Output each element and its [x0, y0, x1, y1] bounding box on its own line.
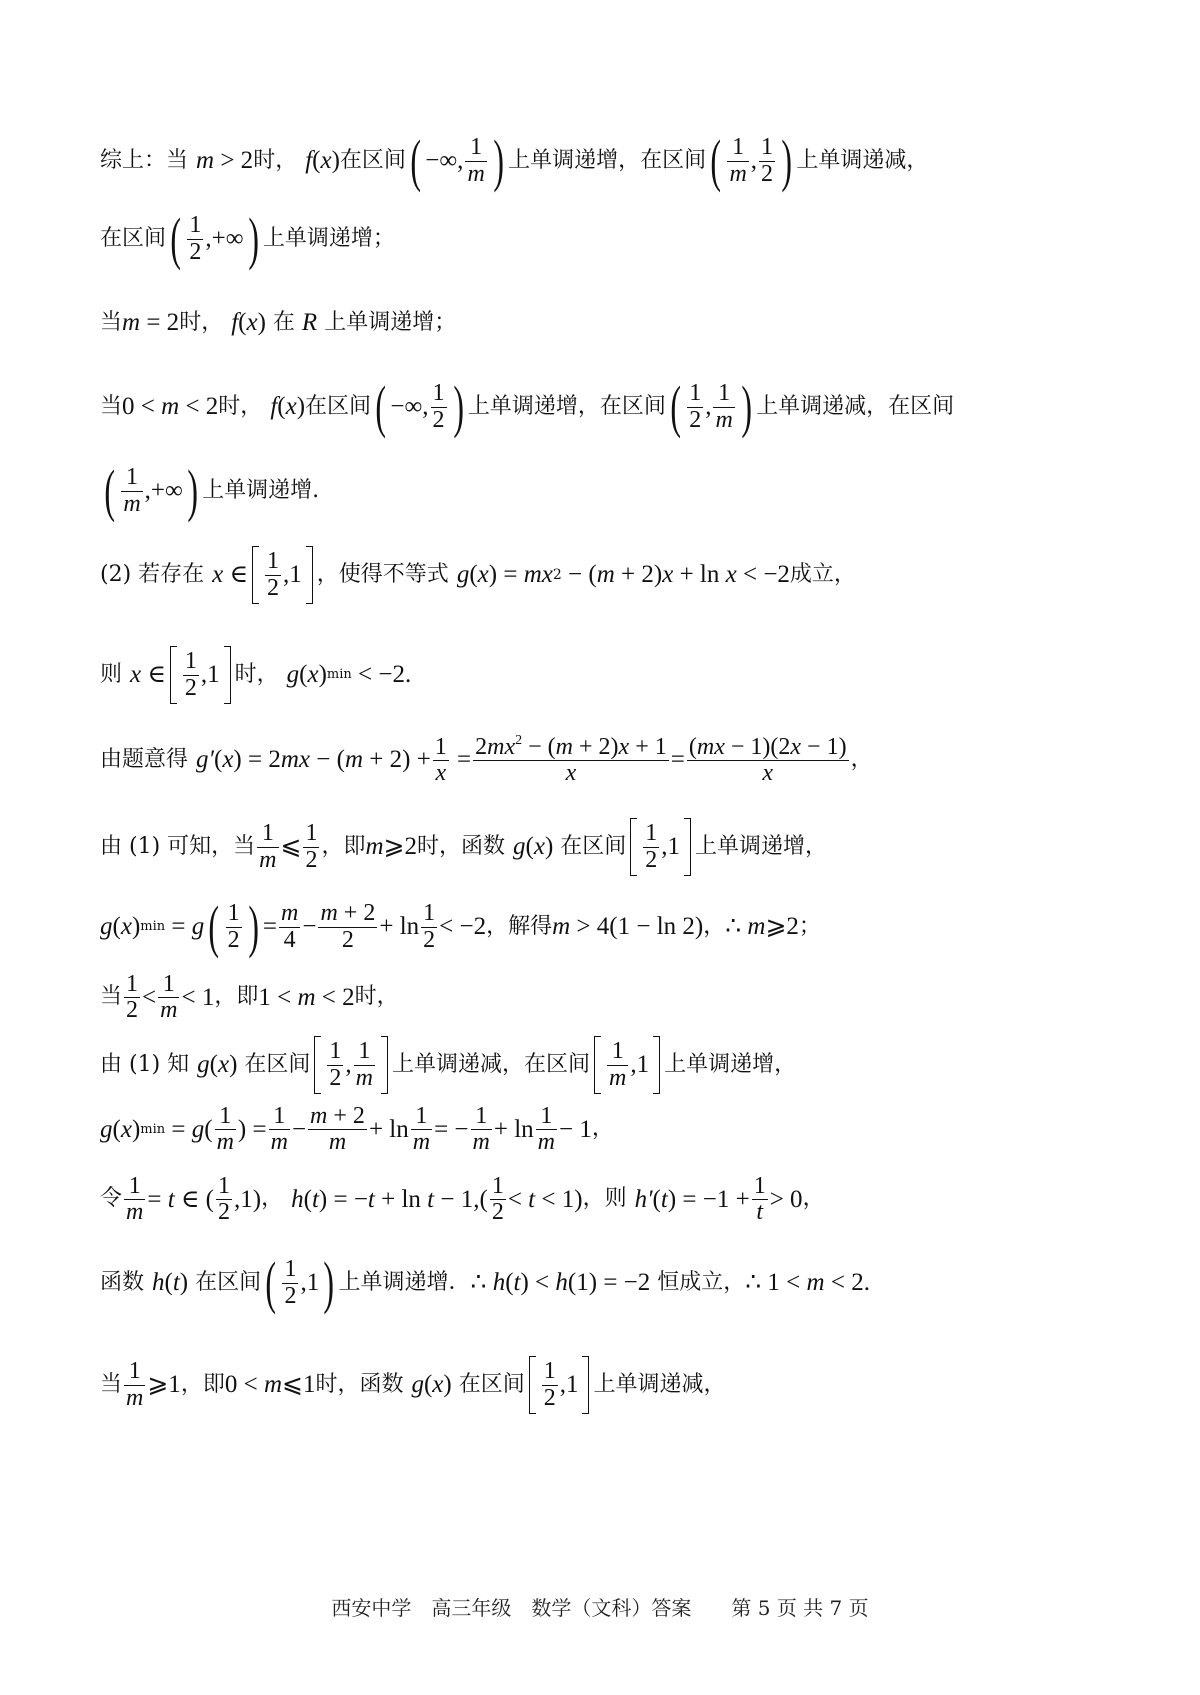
line-11: 当 $\frac{1}{2}$ < $\frac{1}{m}$ < 1 ，即 1 < m < 2 时， — [100, 971, 399, 1024]
line-3: 当 m = 2 时， f ( x ) 在 R 上单调递增； — [100, 309, 457, 336]
line-7: 则 x ∈ $\frac{1}{2}$ ,1 时， g ( x ) min < −2. — [100, 646, 1140, 704]
line-16: 当 $\frac{1}{m}$ ⩾1 ，即 0 < m ⩽1 时，函数 g ( x ) 在区间 $\frac{1}{2}$ ,1 上单调递减， — [100, 1356, 1140, 1414]
line-9: 由 (1) 可知，当 $\frac{1}{m}$ ⩽ $\frac{1}{2}$ ，即 m ⩾2 时，函数 g ( x ) 在区间 $\frac{1}{2}$ ,1 上单调递增， — [100, 818, 1140, 876]
line-12: 由 (1) 知 g ( x ) 在区间 $\frac{1}{2}$ , $\frac{1}{m}$ 上单调递减，在区间 $\frac{1}{m}$ ,1 上单调递增， — [100, 1036, 1140, 1094]
line-6: (2) 若存在 x ∈ $\frac{1}{2}$ ,1 ，使得不等式 g ( x ) = mx 2 − ( m + 2) x + ln x < −2 成立， — [100, 546, 1140, 604]
line-15: 函数 h ( t ) 在区间 ( $\frac{1}{2}$ ,1 ) 上单调递增． ∴ h ( t ) < h (1) = −2 恒成立， ∴ 1 < m < 2. — [100, 1250, 870, 1315]
line-10: g ( x ) min = g ( $\frac{1}{2}$ ) = $\frac{m}{4}$ − $\frac{m + 2}{2}$ + ln $\frac{1}{2}$ < −2 ，解得 m > 4(1 − ln 2) ， ∴ m ⩾2 ； — [100, 894, 821, 959]
line-13: g ( x ) min = g ( $\frac{1}{m}$ ) = $\frac{1}{m}$ − $\frac{m + 2}{m}$ + ln $\frac{1}{m}$ = − $\frac{1}{m}$ + ln $\frac{1}{m}$ − 1 ， — [100, 1103, 614, 1156]
line-2: 在区间 ( $\frac{1}{2}$ ,+∞ ) 上单调递增； — [100, 206, 395, 271]
line-5: ( $\frac{1}{m}$ ,+∞ ) 上单调递增. — [104, 458, 320, 523]
page-footer: 西安中学 高三年级 数学（文科）答案 第 5 页 共 7 页 — [331, 1596, 869, 1620]
line-1: 综上：当 m > 2 时， f ( x ) 在区间 ( −∞, $\frac{1}{m}$ ) 上单调递增，在区间 ( $\frac{1}{m}$ , $\frac{1}{2}$ ) 上单调递减， — [100, 128, 929, 193]
line-8: 由题意得 g′ ( x ) = 2 mx − ( m + 2) + $\frac{1}{x}$ = $\frac{2mx^2 - (m + 2)x + 1}{x}$ = $\frac{(mx - 1)(2x - 1)}{x}$ ， — [100, 733, 873, 787]
line-4: 当 0 < m < 2 时， f ( x ) 在区间 ( −∞, $\frac{1}{2}$ ) 上单调递增，在区间 ( $\frac{1}{2}$ , $\frac{1}{m}$ ) 上单调递减，在区间 — [100, 374, 955, 439]
line-14: 令 $\frac{1}{m}$ = t ∈ ( $\frac{1}{2}$ ,1) ， h ( t ) = − t + ln t − 1,( $\frac{1}{2}$ < t < 1) ，则 h′ ( t ) = −1 + $\frac{1}{t}$ > 0 ， — [100, 1173, 825, 1226]
